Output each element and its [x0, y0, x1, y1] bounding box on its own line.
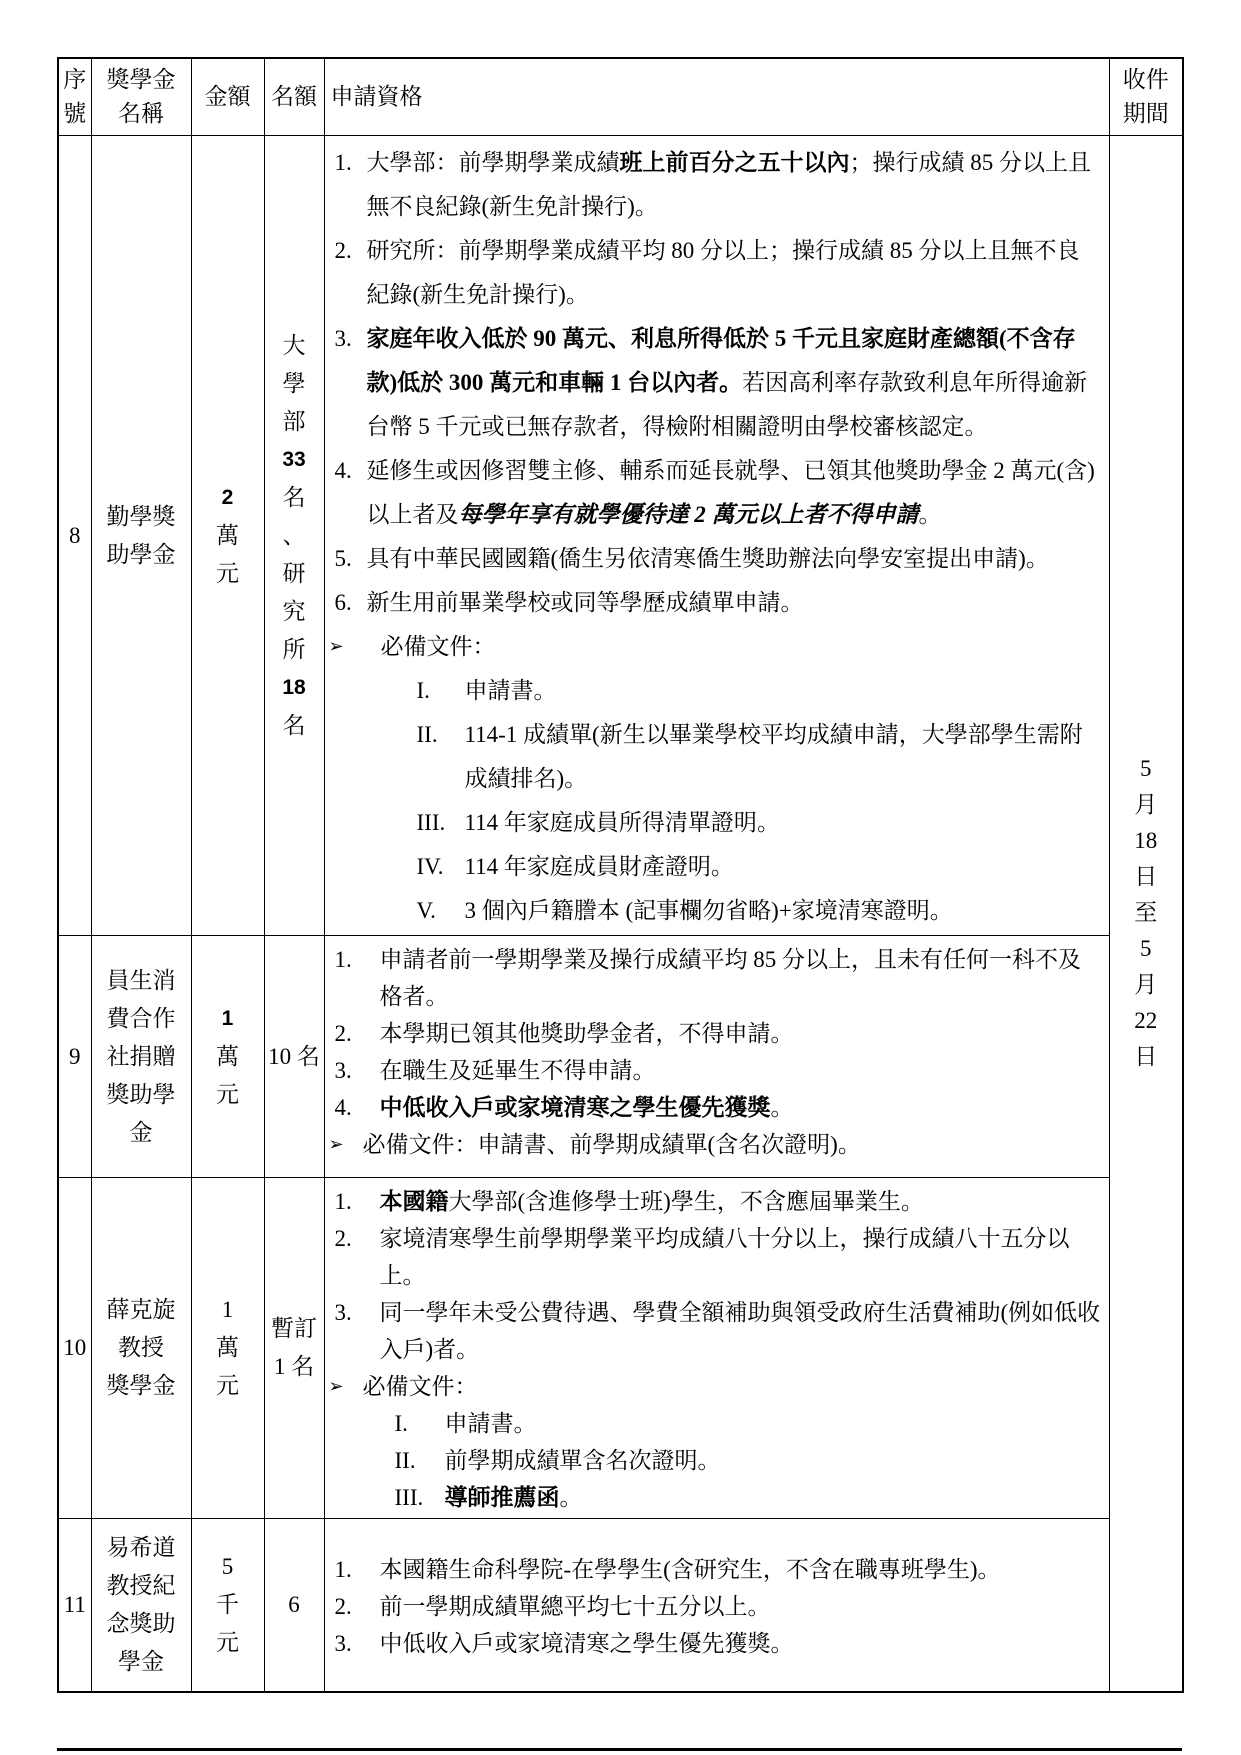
- item-text: [367, 326, 1088, 439]
- item-text: [367, 590, 804, 615]
- qualification-item: [325, 1089, 1101, 1126]
- item-text: [465, 678, 557, 703]
- item-marker: 2.: [334, 1226, 352, 1251]
- header-row: [58, 58, 1183, 136]
- item-text-segment: 大學部：前學期學業成績: [366, 150, 620, 175]
- amount-cell: [191, 136, 264, 936]
- qualification-item: [325, 449, 1101, 537]
- qualifications-cell: [324, 1519, 1109, 1692]
- qualification-item: [325, 537, 1101, 581]
- qualification-item: [325, 669, 1101, 713]
- header-cell-quota: [264, 58, 324, 136]
- item-text-segment: 前學期成績單含名次證明。: [444, 1448, 721, 1473]
- item-text-segment: 114-1 成績單(新生以畢業學校平均成績申請，大學部學生需附成績排名)。: [464, 722, 1083, 791]
- item-text-segment: 中低收入戶或家境清寒之學生優先獲獎。: [379, 1630, 794, 1656]
- period-line: 18: [1134, 828, 1158, 854]
- qualification-item: [325, 1294, 1101, 1368]
- period-line: 5: [1140, 936, 1152, 962]
- header-cell-line: 獎學金: [106, 67, 176, 92]
- qualification-item: [325, 1015, 1101, 1052]
- item-text-segment: 必備文件：: [362, 1374, 478, 1399]
- name-line: 員生消: [106, 967, 176, 993]
- item-marker: 1.: [334, 1189, 352, 1214]
- item-text: [465, 722, 1083, 791]
- item-marker: 2.: [334, 1593, 352, 1619]
- name-line: 社捐贈: [106, 1043, 176, 1069]
- item-marker: 3.: [334, 1058, 352, 1083]
- item-text: [380, 1021, 794, 1046]
- quota-cell: [264, 136, 324, 936]
- amount-line: 1: [221, 1006, 234, 1030]
- amount-line: 元: [216, 560, 239, 586]
- seq-cell: 10: [58, 1178, 91, 1519]
- item-marker: 3.: [334, 326, 352, 351]
- item-text-segment: 。: [559, 1485, 583, 1510]
- qualification-item: [325, 801, 1101, 845]
- period-line: 日: [1134, 1044, 1158, 1070]
- seq-cell: 9: [58, 936, 91, 1178]
- quota-line: 大: [282, 332, 306, 358]
- item-text: [380, 1631, 794, 1656]
- name-cell: [91, 936, 191, 1178]
- seq-cell: 11: [58, 1519, 91, 1692]
- quota-line: 暫訂: [271, 1316, 317, 1341]
- item-text-segment: 。: [918, 502, 942, 527]
- amount-line: 千: [216, 1591, 239, 1617]
- item-text: [380, 1095, 794, 1120]
- period-line: 5: [1140, 756, 1152, 782]
- item-text: [367, 458, 1095, 527]
- item-text-segment: 114 年家庭成員所得清單證明。: [464, 810, 780, 835]
- period-cell: [1109, 136, 1183, 1692]
- quota-line: 10 名: [268, 1043, 320, 1069]
- qualifications-cell: [324, 136, 1109, 936]
- header-cell-name: [91, 58, 191, 136]
- name-line: 念獎助: [106, 1610, 176, 1636]
- item-marker: II.: [394, 1448, 416, 1473]
- item-text: [380, 1226, 1070, 1288]
- item-marker: V.: [416, 898, 436, 923]
- item-text: [380, 1594, 771, 1619]
- quota-line: 學: [282, 370, 306, 396]
- item-marker: IV.: [416, 854, 444, 879]
- name-line: 金: [129, 1119, 153, 1145]
- item-text: [363, 1132, 861, 1157]
- item-marker: 5.: [334, 546, 352, 571]
- quota-line: 名: [282, 712, 306, 738]
- item-text: [380, 947, 1082, 1009]
- qualification-item: [325, 317, 1101, 449]
- item-marker: 6.: [334, 590, 352, 615]
- qualification-item: [325, 941, 1101, 1015]
- item-text-segment: 本學期已領其他獎助學金者，不得申請。: [379, 1021, 794, 1046]
- period-line: 至: [1134, 900, 1158, 926]
- header-cell-line: 名額: [271, 84, 317, 109]
- quota-line: 部: [282, 408, 306, 434]
- item-text-segment: 必備文件：: [380, 634, 496, 659]
- item-text: [380, 1058, 656, 1083]
- qualification-item: [325, 1368, 1101, 1405]
- qualification-item: [325, 229, 1101, 317]
- item-marker: ➢: [328, 636, 344, 657]
- amount-line: 元: [216, 1373, 239, 1398]
- amount-line: 元: [216, 1629, 239, 1655]
- table-row: [58, 1519, 1183, 1692]
- qualification-item: [325, 1442, 1101, 1479]
- amount-line: 萬: [216, 522, 239, 548]
- name-line: 學金: [118, 1648, 164, 1674]
- item-text-segment: 班上前百分之五十以內: [619, 150, 850, 175]
- name-line: 教授: [118, 1335, 164, 1360]
- item-text: [445, 1411, 537, 1436]
- item-marker: 1.: [334, 150, 352, 175]
- amount-line: 元: [216, 1081, 239, 1107]
- item-text-segment: ；操行成績 85 分以上且無不良紀錄(新生免計操行)。: [366, 150, 1091, 219]
- item-text: [465, 898, 953, 923]
- item-text-segment: 導師推薦函: [444, 1485, 560, 1510]
- item-text-segment: 同一學年未受公費待遇、學費全額補助與領受政府生活費補助(例如低收入戶)者。: [379, 1300, 1101, 1362]
- amount-line: 萬: [216, 1043, 239, 1069]
- name-line: 獎學金: [106, 1373, 176, 1398]
- qualification-item: [325, 845, 1101, 889]
- item-text: [465, 810, 780, 835]
- amount-cell: [191, 936, 264, 1178]
- item-marker: 1.: [334, 947, 352, 972]
- item-text-segment: 家境清寒學生前學期學業平均成績八十分以上，操行成績八十五分以上。: [379, 1226, 1070, 1288]
- item-text-segment: 申請者前一學期學業及操行成績平均 85 分以上，且未有任何一科不及格者。: [379, 947, 1081, 1009]
- item-text-segment: 3 個內戶籍謄本 (記事欄勿省略)+家境清寒證明。: [464, 898, 953, 923]
- header-cell-line: 名稱: [118, 101, 164, 126]
- item-text-segment: 必備文件：申請書、前學期成績單(含名次證明)。: [362, 1132, 861, 1157]
- name-line: 費合作: [106, 1005, 176, 1031]
- item-text-segment: 家庭年收入低於 90 萬元、利息所得低於 5 千元且家庭財產總額(不含存款)低於 300 萬元和車輛 1 台以內者。: [366, 326, 1076, 395]
- name-line: 獎助學: [106, 1081, 176, 1107]
- item-marker: II.: [416, 722, 438, 747]
- quota-cell: [264, 936, 324, 1178]
- name-cell: [91, 136, 191, 936]
- item-text-segment: 本國籍: [379, 1189, 449, 1214]
- item-marker: 2.: [334, 1021, 352, 1046]
- qualification-item: [325, 713, 1101, 801]
- qualifications-cell: [324, 1178, 1109, 1519]
- item-text: [445, 1448, 721, 1473]
- item-text: [465, 854, 734, 879]
- item-text: [380, 1189, 924, 1214]
- qualification-item: [325, 1405, 1101, 1442]
- quota-line: 33: [282, 447, 306, 471]
- item-text-segment: 研究所：前學期學業成績平均 80 分以上；操行成績 85 分以上且無不良紀錄(新生免計操行)。: [366, 238, 1080, 307]
- item-text: [381, 634, 496, 659]
- amount-line: 2: [221, 485, 234, 509]
- item-text-segment: 申請書。: [444, 1411, 537, 1436]
- amount-line: 1: [221, 1297, 234, 1322]
- item-text: [363, 1374, 478, 1399]
- name-line: 勤學獎: [106, 503, 176, 529]
- name-cell: [91, 1178, 191, 1519]
- qualification-item: [325, 889, 1101, 933]
- period-line: 日: [1134, 864, 1158, 890]
- header-cell-line: 金額: [204, 84, 251, 109]
- scholarship-table: [57, 57, 1184, 1693]
- qualification-item: [325, 1625, 1101, 1662]
- bottom-rule: [57, 1748, 1182, 1751]
- item-marker: 4.: [334, 1095, 352, 1120]
- amount-line: 萬: [216, 1335, 239, 1360]
- item-text: [445, 1485, 583, 1510]
- qualification-item: [325, 1479, 1101, 1516]
- item-text-segment: 前一學期成績單總平均七十五分以上。: [379, 1593, 771, 1619]
- item-text-segment: 大學部(含進修學士班)學生，不含應屆畢業生。: [448, 1189, 924, 1214]
- quota-cell: [264, 1519, 324, 1692]
- qualification-item: [325, 1220, 1101, 1294]
- item-marker: ➢: [328, 1134, 344, 1155]
- item-text: [380, 1300, 1101, 1362]
- header-cell-period: [1109, 58, 1183, 136]
- quota-line: 18: [282, 675, 306, 699]
- quota-line: 所: [282, 636, 306, 662]
- name-cell: [91, 1519, 191, 1692]
- qualifications-cell: [324, 936, 1109, 1178]
- name-line: 助學金: [106, 541, 176, 567]
- item-text-segment: 中低收入戶或家境清寒之學生優先獲獎: [379, 1095, 771, 1120]
- item-text-segment: 本國籍生命科學院-在學學生(含研究生，不含在職專班學生)。: [379, 1556, 1001, 1582]
- qualification-item: [325, 141, 1101, 229]
- seq-cell: 8: [58, 136, 91, 936]
- amount-cell: [191, 1178, 264, 1519]
- qualification-item: [325, 581, 1101, 625]
- item-marker: 4.: [334, 458, 352, 483]
- item-text: [367, 546, 1049, 571]
- period-line: 月: [1134, 972, 1158, 998]
- header-cell-line: 收件: [1122, 67, 1169, 92]
- period-line: 月: [1134, 792, 1158, 818]
- item-marker: III.: [416, 810, 446, 835]
- item-text-segment: 延修生或因修習雙主修、輔系而延長就學、已領其他獎助學金 2 萬元(含)以上者及: [366, 458, 1095, 527]
- item-marker: 3.: [334, 1630, 352, 1656]
- item-text: [367, 150, 1092, 219]
- amount-cell: [191, 1519, 264, 1692]
- item-marker: ➢: [328, 1376, 344, 1397]
- item-text: [380, 1557, 1001, 1582]
- name-line: 薛克旋: [106, 1297, 176, 1322]
- quota-line: 、: [282, 522, 306, 548]
- qualification-item: [325, 625, 1101, 669]
- item-marker: III.: [394, 1485, 424, 1510]
- item-marker: 3.: [334, 1300, 352, 1325]
- item-text-segment: 每學年享有就學優待達 2 萬元以上者不得申請: [458, 502, 919, 527]
- item-marker: I.: [416, 678, 430, 703]
- qualification-item: [325, 1588, 1101, 1625]
- quota-line: 究: [282, 598, 306, 624]
- table-row: [58, 136, 1183, 936]
- quota-line: 1 名: [273, 1354, 315, 1379]
- table-header: [58, 58, 1183, 136]
- name-line: 教授紀: [106, 1572, 176, 1598]
- item-marker: 1.: [334, 1556, 352, 1582]
- header-cell-line: 期間: [1122, 101, 1169, 126]
- quota-line: 6: [288, 1591, 300, 1617]
- header-cell-line: 號: [63, 101, 87, 126]
- quota-line: 名: [282, 484, 306, 510]
- header-cell-seq: [58, 58, 91, 136]
- name-line: 易希道: [106, 1534, 176, 1560]
- item-text: [367, 238, 1080, 307]
- item-marker: 2.: [334, 238, 352, 263]
- item-text-segment: 若因高利率存款致利息年所得逾新台幣 5 千元或已無存款者，得檢附相關證明由學校審核認定。: [366, 370, 1088, 439]
- table-row: [58, 936, 1183, 1178]
- item-text-segment: 。: [770, 1095, 794, 1120]
- item-text-segment: 在職生及延畢生不得申請。: [379, 1058, 656, 1083]
- header-cell-line: 申請資格: [330, 84, 423, 109]
- quota-cell: [264, 1178, 324, 1519]
- period-line: 22: [1134, 1008, 1158, 1034]
- item-marker: I.: [394, 1411, 408, 1436]
- header-cell-qualifications: [324, 58, 1109, 136]
- header-cell-line: 序: [63, 67, 87, 92]
- qualification-item: [325, 1183, 1101, 1220]
- table-body: [58, 136, 1183, 1692]
- qualification-item: [325, 1126, 1101, 1163]
- item-text-segment: 114 年家庭成員財產證明。: [464, 854, 734, 879]
- item-text-segment: 具有中華民國國籍(僑生另依清寒僑生獎助辦法向學安室提出申請)。: [366, 546, 1049, 571]
- item-text-segment: 新生用前畢業學校或同等學歷成績單申請。: [366, 590, 804, 615]
- header-cell-amount: [191, 58, 264, 136]
- qualification-item: [325, 1551, 1101, 1588]
- qualification-item: [325, 1052, 1101, 1089]
- item-text-segment: 申請書。: [464, 678, 557, 703]
- amount-line: 5: [221, 1553, 234, 1579]
- table-row: [58, 1178, 1183, 1519]
- quota-line: 研: [282, 560, 306, 586]
